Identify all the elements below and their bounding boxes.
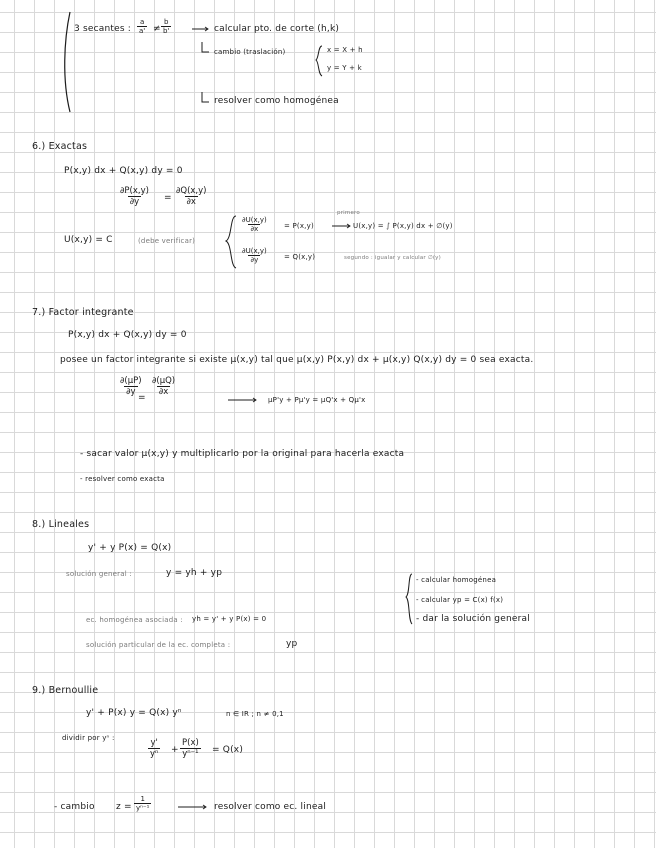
lineal-step-3: - dar la solución general: [416, 614, 530, 624]
du-dy-rhs: = Q(x,y): [284, 253, 316, 261]
section-6-title: 6.) Exactas: [32, 141, 88, 152]
bernoulli-frac-1-den: yⁿ: [150, 749, 159, 759]
exact-cond-left-num: ∂P(x,y): [120, 186, 149, 196]
arrow-exactas: [332, 224, 350, 228]
fraction-a: [137, 18, 147, 35]
fraction-b: [161, 18, 171, 35]
corner-cambio: [202, 42, 209, 52]
bernoulli-frac-1: [148, 738, 160, 759]
fraction-b-num: b: [163, 18, 169, 26]
arrow-top: [192, 27, 208, 31]
bernoulli-frac-2-den: yⁿ⁻¹: [182, 749, 199, 759]
fraction-a-num: a: [139, 18, 145, 26]
z-fraction: [134, 795, 151, 812]
y-equation: y = Y + k: [327, 64, 362, 72]
exact-cond-left-den: ∂y: [129, 197, 140, 207]
lineal-equation: y' + y P(x) = Q(x): [88, 543, 172, 553]
x-equation: x = X + h: [327, 46, 363, 54]
solucion-general: y = yh + yp: [166, 568, 223, 578]
calcular-corte: calcular pto. de corte (h,k): [214, 24, 340, 34]
exact-cond-right-den: ∂x: [186, 197, 196, 207]
bernoulli-equation: y' + P(x) y = Q(x) yⁿ: [86, 708, 182, 718]
lineal-step-2: - calcular yp = C(x) f(x): [416, 596, 504, 604]
solucion-particular: yp: [286, 639, 298, 649]
arrow-bernoulli: [178, 805, 206, 809]
debe-verificar: (debe verificar): [138, 237, 196, 245]
du-dx-rhs: = P(x,y): [284, 222, 314, 230]
brace-exactas: [226, 216, 236, 268]
dividir-por: dividir por yⁿ :: [62, 734, 115, 742]
bernoulli-frac-1-num: y': [150, 738, 158, 748]
integral-formula: U(x,y) = ∫ P(x,y) dx + ∅(y): [353, 222, 453, 230]
bernoulli-rhs: = Q(x): [212, 745, 244, 755]
big-left-brace: [65, 12, 70, 112]
factor-eq-sign: =: [138, 393, 146, 403]
du-dy-fraction: [240, 247, 269, 264]
section-9-title: 9.) Bernoullie: [32, 685, 99, 696]
solucion-particular-label: solución particular de la ec. completa :: [86, 641, 231, 649]
du-dx-den: ∂x: [250, 225, 259, 233]
resolver-lineal: resolver como ec. lineal: [214, 802, 327, 812]
section-8-title: 8.) Lineales: [32, 519, 90, 530]
exact-cond-left: [118, 186, 151, 207]
homogenea-asociada: yh = y' + y P(x) = 0: [192, 615, 267, 623]
corner-resolver: [202, 92, 209, 102]
arrow-factor: [228, 398, 256, 402]
posee-factor: posee un factor integrante si existe μ(x,y) tal que μ(x,y) P(x,y) dx + μ(x,y) Q(x,y) dy = 0 sea exacta.: [60, 355, 534, 365]
factor-step-1: - sacar valor μ(x,y) y multiplicarlo por la original para hacerla exacta: [80, 449, 405, 459]
fraction-a-den: a': [139, 27, 146, 35]
du-dy-den: ∂y: [250, 256, 259, 264]
primero-label: primero: [337, 210, 360, 216]
du-dy-num: ∂U(x,y): [242, 247, 267, 255]
bernoulli-frac-2-num: P(x): [182, 738, 199, 748]
brace-lineales: [406, 574, 412, 624]
section-7-title: 7.) Factor integrante: [32, 307, 134, 318]
factor-right-num: ∂(μQ): [152, 376, 176, 386]
factor-equation: P(x,y) dx + Q(x,y) dy = 0: [68, 330, 187, 340]
lineal-step-1: - calcular homogénea: [416, 576, 497, 584]
exact-cond-right: [174, 186, 208, 207]
exact-cond-eq: =: [164, 193, 172, 203]
bernoulli-cambio: - cambio: [54, 802, 95, 812]
segundo-label: segundo : igualar y calcular ∅(y): [344, 255, 441, 261]
exactas-equation: P(x,y) dx + Q(x,y) dy = 0: [64, 166, 183, 176]
factor-right-fraction: [150, 376, 177, 397]
z-fraction-den: yⁿ⁻¹: [136, 804, 150, 812]
cambio-traslacion: cambio (traslación): [214, 48, 286, 56]
fraction-b-den: b': [163, 27, 170, 35]
bernoulli-condition: n ∈ IR ; n ≠ 0,1: [226, 710, 284, 718]
resolver-homogenea: resolver como homogénea: [214, 96, 339, 106]
factor-left-den: ∂y: [126, 387, 136, 397]
z-fraction-num: 1: [140, 795, 145, 803]
factor-left-num: ∂(μP): [120, 376, 142, 386]
factor-rhs: μP'y + Pμ'y = μQ'x + Qμ'x: [268, 396, 366, 404]
z-equals: z =: [116, 802, 132, 812]
homogenea-asociada-label: ec. homogénea asociada :: [86, 616, 183, 624]
solucion-general-label: solución general :: [66, 570, 132, 578]
factor-right-den: ∂x: [158, 387, 169, 397]
exact-cond-right-num: ∂Q(x,y): [176, 186, 207, 196]
secantes-label: 3 secantes :: [74, 24, 132, 34]
brace-cambio: [316, 46, 322, 76]
bernoulli-frac-2: [180, 738, 201, 759]
bernoulli-plus: +: [171, 745, 179, 755]
du-dx-num: ∂U(x,y): [242, 216, 267, 224]
neq-sign: ≠: [153, 24, 161, 34]
u-equals-c: U(x,y) = C: [64, 235, 113, 245]
factor-step-2: - resolver como exacta: [80, 475, 165, 483]
du-dx-fraction: [240, 216, 269, 233]
